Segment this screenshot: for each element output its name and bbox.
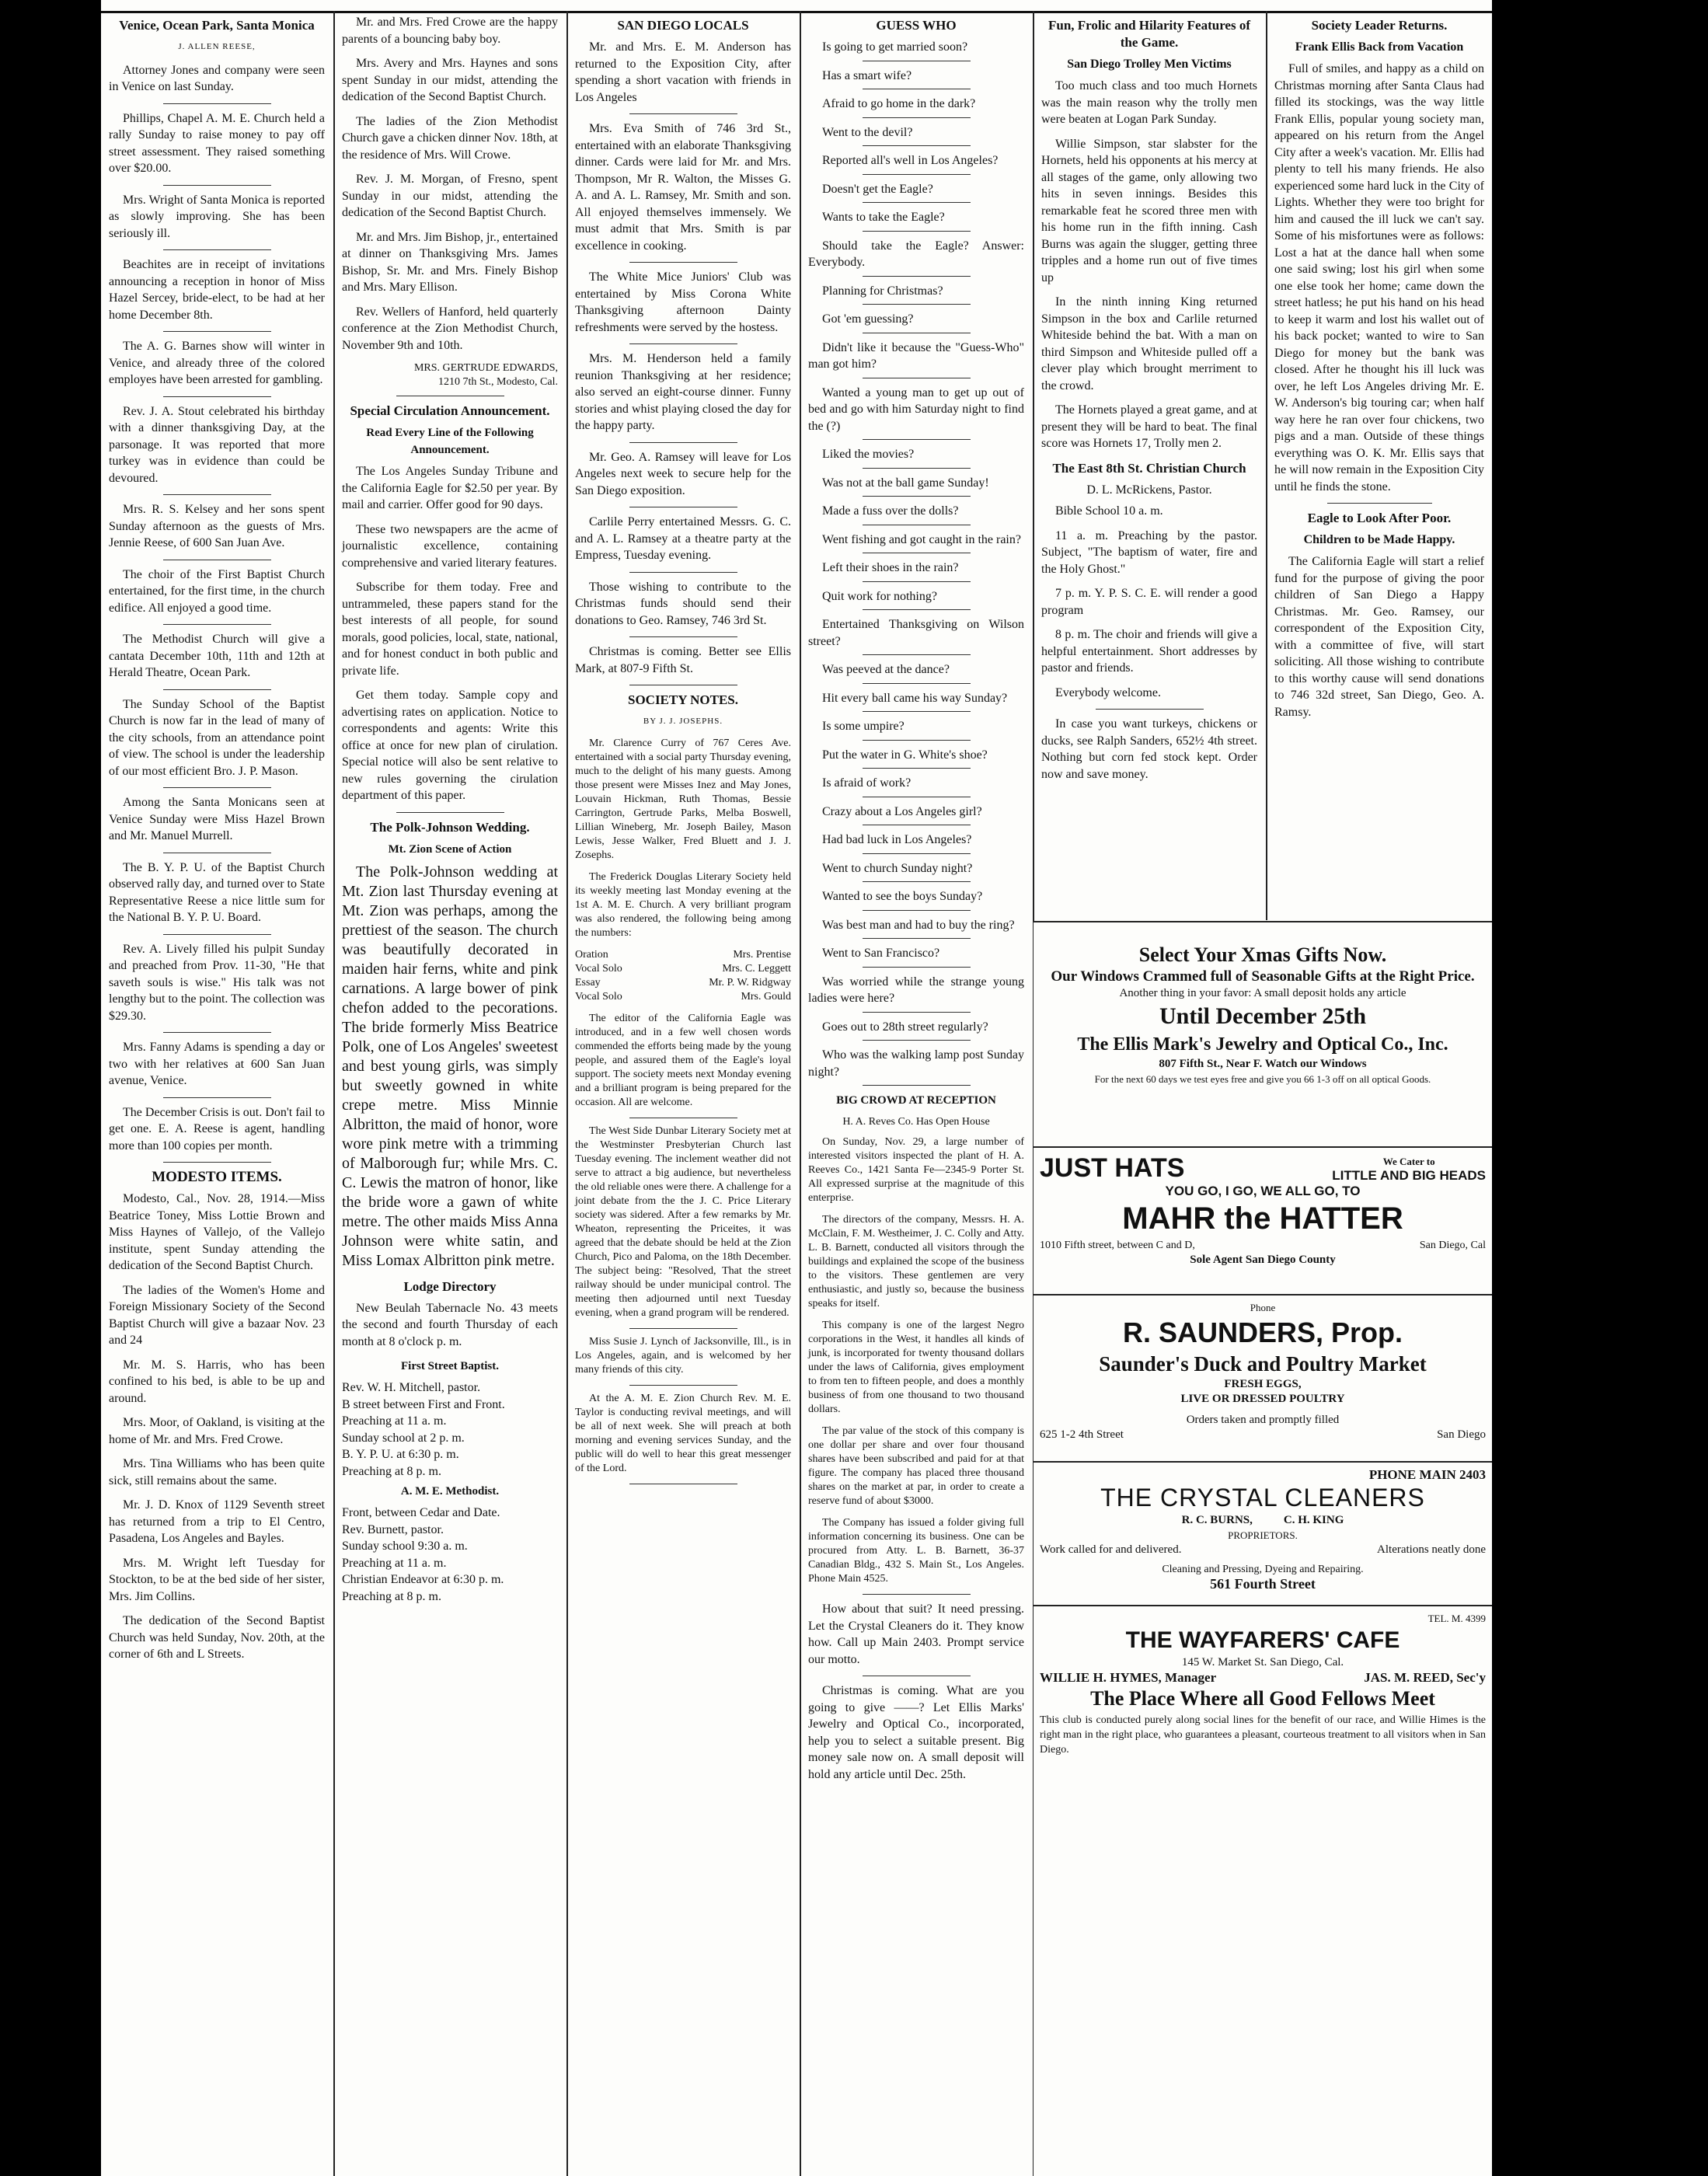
- saunders-city: San Diego: [1437, 1428, 1486, 1441]
- item-separator: [629, 442, 737, 443]
- reception-subheading: H. A. Reves Co. Has Open House: [842, 1116, 990, 1128]
- baseball-item: Too much class and too much Hornets was the main reason why the trolly men were beaten at Logan Park Sunday.: [1041, 79, 1257, 126]
- church1-lines: [342, 1379, 558, 1480]
- announcement-item: The Los Angeles Sunday Tribune and the California Eagle for $2.50 per year. By mail and carrier. Offer good for 90 days.: [342, 465, 558, 511]
- society-heading: SOCIETY NOTES.: [627, 692, 739, 707]
- ellis-ad-deposit: Another thing in your favor: A small deposit holds any article: [1119, 987, 1406, 999]
- crystal-services: Cleaning and Pressing, Dyeing and Repairing.: [1162, 1564, 1364, 1575]
- reception-items: [808, 1135, 1024, 1586]
- crystal-address: 561 Fourth Street: [1210, 1576, 1316, 1592]
- special-circulation-items: [342, 463, 558, 804]
- church-line: Bible School 10 a. m.: [1055, 504, 1163, 518]
- item-separator: [863, 768, 971, 769]
- local-item: Mrs. Eva Smith of 746 3rd St., entertained with an elaborate Thanksgiving dinner. Cards were laid for Mr. and Mrs. Thompson, Mr R. Walton, the Misses G. A. and A. L. Ramsey, Mr. Smith and son. All enjoyed themselves immensely. We must admit that Mrs. Smith is par excellence in cooking.: [575, 122, 791, 253]
- local-item: Those wishing to contribute to the Christmas funds should send their donations to Geo. Ramsey, 746 3rd St.: [575, 580, 791, 627]
- program-item: Vocal Solo: [575, 962, 622, 975]
- guess-who-question: Is some umpire?: [822, 720, 905, 733]
- ellis-ad-headline: Select Your Xmas Gifts Now.: [1138, 943, 1387, 966]
- guess-who-question: Put the water in G. White's shoe?: [822, 748, 988, 762]
- crystal-alterations: Alterations neatly done: [1377, 1543, 1486, 1556]
- item-separator: [863, 117, 971, 118]
- item-separator: [863, 581, 971, 582]
- hatter-city: San Diego, Cal: [1419, 1240, 1486, 1251]
- local-item: The White Mice Juniors' Club was entertained by Miss Corona White Thanksgiving afternoon Dainty refreshments were served by the hostess.: [575, 270, 791, 334]
- modesto-item: Mr. and Mrs. Jim Bishop, jr., entertained at dinner on Thanksgiving Mrs. James Bishop, Sr. Mr. and Mrs. Finely Bishop and Mrs. Mary Ellison.: [342, 230, 558, 294]
- news-item: Rev. A. Lively filled his pulpit Sunday and preached from Prov. 11-30, "He that saveth souls is wise." His talk was not lengthy but to the point. The collection was $29.30.: [109, 942, 325, 1023]
- hatter-we-all-go: YOU GO, I GO, WE ALL GO, TO: [1165, 1184, 1361, 1198]
- guess-who-question: Hit every ball came his way Sunday?: [822, 691, 1008, 705]
- baseball-heading: Fun, Frolic and Hilarity Features of the Game.: [1047, 18, 1251, 50]
- item-separator: [629, 1385, 737, 1386]
- society-items: [575, 737, 791, 940]
- news-item: Attorney Jones and company were seen in Venice on last Sunday.: [109, 63, 325, 93]
- news-item: The A. G. Barnes show will winter in Venice, and already three of the colored employes have been arrested for gambling.: [109, 340, 325, 386]
- society-item: The editor of the California Eagle was introduced, and in a few well chosen words commended the efforts being made by the young people, and assured them of the Eagle's loyal support. The society meets next Monday evening and a brilliant program is being prepared for the occasion. All are welcome.: [575, 1012, 791, 1108]
- program-item: Vocal Solo: [575, 990, 622, 1003]
- item-separator: [629, 113, 737, 114]
- wayfarers-secretary: JAS. M. REED, Sec'y: [1364, 1670, 1486, 1685]
- hatter-ad: [1034, 1146, 1492, 1294]
- wayfarers-manager: WILLIE H. HYMES, Manager: [1040, 1670, 1217, 1685]
- news-item: The B. Y. P. U. of the Baptist Church observed rally day, and turned over to State Representative Reese a nice little sum for the National B. Y. P. U. Board.: [109, 860, 325, 924]
- saunders-orders: Orders taken and promptly filled: [1186, 1414, 1340, 1426]
- crystal-phone: PHONE MAIN 2403: [1368, 1467, 1486, 1482]
- church2-heading: A. M. E. Methodist.: [400, 1485, 500, 1498]
- san-diego-items: [575, 39, 791, 685]
- guess-who-question: Was best man and had to buy the ring?: [822, 918, 1015, 932]
- hatter-just-hats: JUST HATS: [1040, 1153, 1185, 1183]
- wedding-text: The Polk-Johnson wedding at Mt. Zion last Thursday evening at Mt. Zion was perhaps, among the prettiest of the season. The church was beautifully decorated in maiden hair ferns, white and pink carnations. A large bower of pink chefon added to the pecorations. The bride formerly Miss Beatrice Polk, one of Los Angeles' sweetest and best young girls, was simply but sweetly gowned in white crepe metre. Miss Minnie Albritton, the maid of honor, wore wore pink metre with a trimming of Malborough fur; while Mrs. C. C. Lewis the matron of honor, like the bride wore a gawn of white metre. The other maids Miss Anna Johnson were white satin, and Miss Lomax Albritton pink metre.: [342, 863, 559, 1269]
- ellis-ad-eyes: For the next 60 days we test eyes free and give you 66 1-3 off on all optical Goods.: [1094, 1073, 1431, 1085]
- item-separator: [163, 1032, 271, 1033]
- wedding-heading: The Polk-Johnson Wedding.: [370, 819, 530, 835]
- item-separator: [863, 1012, 971, 1013]
- program-performer: Mrs. C. Leggett: [722, 962, 791, 975]
- guess-who-question: Didn't like it because the "Guess-Who" man got him?: [808, 340, 1024, 371]
- turkey-text: In case you want turkeys, chickens or ducks, see Ralph Sanders, 652½ 4th street. Nothing but corn fed stock kept. Order now and save money.: [1041, 717, 1257, 781]
- society-item: Miss Susie J. Lynch of Jacksonville, Ill., is in Los Angeles, again, and is welcomed by her many friends of this city.: [575, 1335, 791, 1376]
- guess-who-question: Made a fuss over the dolls?: [822, 504, 959, 518]
- society-leader-text: Full of smiles, and happy as a child on Christmas morning after Santa Claus had filled its stockings, was the way little Frank Ellis, popular young society man, appeared on his return from the Angel City after a week's vacation. Mr. Ellis had plenty to tell his many friends. He also experienced some hard luck in the City of Lights. Whether they were too bright for him and caused the ill luck we can't say. Some of his misfortunes were as follows: Lost a hat at the dance hall when some one said swing; lost his girl when some one else took her home; came down the street hatless; he put his hand on his head to keep it warm and lost his wallet out of his back pocket; wanted to wire to San Diego for money but the bank was closed. After he thought his ill luck was over, he left Los Angeles driving Mr. E. W. Anderson's big touring car; when half way here he ran over four chickens, two pigs and a man. Outside of these things everything was O. K. Mr. Ellis says that he will now remain in the Exposition City until he finds the stone.: [1274, 62, 1484, 493]
- society-item: The Frederick Douglas Literary Society held its weekly meeting last Monday evening at the 1st A. M. E. Church. A very brilliant program was also rendered, the following being among the numbers:: [575, 870, 791, 939]
- crystal-ad: [1034, 1461, 1492, 1605]
- local-item: Mrs. M. Henderson held a family reunion Thanksgiving at her residence; also served an eight-course dinner. Funny stories and whist playing closed the day for the happy party.: [575, 352, 791, 432]
- society-leader-heading: Society Leader Returns.: [1311, 18, 1448, 33]
- newspaper-page: [101, 0, 1492, 2176]
- baseball-subheading: San Diego Trolley Men Victims: [1067, 58, 1232, 71]
- church-line: 11 a. m. Preaching by the pastor. Subject, "The baptism of water, fire and the Holy Ghost.": [1041, 528, 1257, 576]
- program-list: [575, 948, 791, 1004]
- item-separator: [163, 934, 271, 935]
- news-item: The choir of the First Baptist Church entertained, for the first time, in the church edifice. All enjoyed a good time.: [109, 567, 325, 615]
- guess-who-question: Quit work for nothing?: [822, 589, 937, 603]
- item-separator: [863, 468, 971, 469]
- society-items-2: [575, 1012, 791, 1484]
- crystal-called-for: Work called for and delivered.: [1040, 1543, 1182, 1556]
- item-separator: [863, 231, 971, 232]
- wedding-subheading: Mt. Zion Scene of Action: [388, 842, 512, 856]
- hatter-cater: We Cater to: [1382, 1156, 1435, 1167]
- guess-who-question: Should take the Eagle? Answer: Everybody.: [808, 239, 1024, 269]
- baseball-item: Willie Simpson, star slabster for the Hornets, held his opponents at his mercy at all stages of the game, only allowing two hits in seven innings. Besides this remarkable feat he scored three men with his home run in the fifth inning. Cash Burns was again the slugger, getting three tripples and a home run out of five times up: [1041, 137, 1257, 284]
- church-line: B street between First and Front.: [342, 1397, 505, 1411]
- modesto-item: Rev. J. M. Morgan, of Fresno, spent Sunday in our midst, attending the dedication of the Second Baptist Church.: [342, 173, 558, 219]
- item-separator: [629, 572, 737, 573]
- modesto-items-cont: [342, 14, 558, 354]
- program-row: [575, 990, 791, 1004]
- top-rule: [101, 11, 1492, 13]
- item-separator: [163, 494, 271, 495]
- guess-who-question: Is afraid of work?: [822, 776, 912, 790]
- ellis-ad-company: The Ellis Mark's Jewelry and Optical Co., Inc.: [1077, 1034, 1448, 1055]
- special-circulation-subheading: Read Every Line of the Following Announcement.: [366, 427, 534, 456]
- local-item: Mr. and Mrs. E. M. Anderson has returned to the Exposition City, after spending a short vacation with friends in Los Angeles: [575, 40, 791, 104]
- lodge-heading: Lodge Directory: [403, 1278, 497, 1294]
- guess-who-question: Wanted to see the boys Sunday?: [822, 890, 983, 903]
- program-performer: Mrs. Prentise: [733, 948, 791, 961]
- guess-who-question: Wanted a young man to get up out of bed and go with him Saturday night to find the (?): [808, 385, 1024, 433]
- program-item: Essay: [575, 976, 601, 989]
- local-item: Christmas is coming. Better see Ellis Mark, at 807-9 Fifth St.: [575, 645, 791, 675]
- guess-who-question: Was not at the ball game Sunday!: [822, 476, 989, 490]
- modesto-item: Mrs. Avery and Mrs. Haynes and sons spent Sunday in our midst, attending the dedication of the Second Baptist Church.: [342, 57, 558, 103]
- news-item: Beachites are in receipt of invitations announcing a reception in honor of Miss Hazel Sercey, bride-elect, to be had at her home December 8th.: [109, 258, 325, 322]
- venice-items: [109, 62, 325, 1163]
- item-separator: [863, 202, 971, 203]
- hatter-heads: LITTLE AND BIG HEADS: [1332, 1168, 1486, 1183]
- guess-who-question: Left their shoes in the rain?: [822, 561, 959, 574]
- item-separator: [863, 174, 971, 175]
- church-line: Front, between Cedar and Date.: [342, 1506, 500, 1519]
- eagle-poor-subheading: Children to be Made Happy.: [1303, 533, 1455, 546]
- church-line: Preaching at 11 a. m.: [342, 1556, 447, 1570]
- announcement-item: Subscribe for them today. Free and untrammeled, these papers stand for the best interests of all people, for sound morals, good policies, local, state, national, and for honest conduct in both public and private life.: [342, 581, 558, 678]
- modesto-item: The ladies of the Zion Methodist Church gave a chicken dinner Nov. 18th, at the residence of Mrs. Will Crowe.: [342, 114, 558, 162]
- saunders-eggs: FRESH EGGS,: [1224, 1378, 1302, 1390]
- church2-lines: [342, 1505, 558, 1605]
- baseball-item: In the ninth inning King returned Simpson in the box and Carlile returned Whiteside behind the bat. With a man on third Simpson and Whiteside pulled off a clever play which brought merriment to the crowd.: [1041, 295, 1257, 392]
- reception-item: The Company has issued a folder giving full information concerning its business. One can be procured from Atty. L. B. Barnett, 36-37 Canadian Bldg., 432 S. Main St., Los Angeles. Phone Main 4525.: [808, 1517, 1024, 1585]
- church-line: Sunday school 9:30 a. m.: [342, 1540, 468, 1553]
- local-item: Carlile Perry entertained Messrs. G. C. and A. L. Ramsey at a theatre party at the Empress, Tuesday evening.: [575, 515, 791, 562]
- ellis-ad-subheadline: Our Windows Crammed full of Seasonable Gifts at the Right Price.: [1051, 968, 1475, 985]
- program-row: [575, 976, 791, 990]
- announcement-item: Get them today. Sample copy and advertising rates on application. Notice to correspondents and agents: Write this office at once for new plan of cirulation. Special notice will also be sent relative to new rules governing the cirulation department of this paper.: [342, 689, 558, 802]
- guess-who-question: Was peeved at the dance?: [822, 663, 950, 676]
- guess-who-question: Went to the devil?: [822, 125, 913, 139]
- item-separator: [863, 853, 971, 854]
- hatter-agent: Sole Agent San Diego County: [1190, 1254, 1336, 1266]
- item-separator: [163, 624, 271, 625]
- wayfarers-ad: [1034, 1605, 1492, 1784]
- eagle-poor-text: The California Eagle will start a relief fund for the purpose of giving the poor children of San Diego a Happy Christmas. Mr. Geo. Ramsey, our correspondent of the Exposition City, with a committee of five, will start soliciting. All those wishing to contribute to this worthy cause will send donations to 746 32d street, San Diego, Geo. A. Ramsy.: [1274, 555, 1484, 719]
- church-line: Rev. W. H. Mitchell, pastor.: [342, 1381, 481, 1394]
- modesto-item: Mrs. Tina Williams who has been quite sick, still remains about the same.: [109, 1457, 325, 1487]
- item-separator: [629, 1328, 737, 1329]
- reception-item: This company is one of the largest Negro corporations in the West, it handles all kinds of junk, is incorporated for twenty thousand dollars under the laws of California, gives employment to from ten to fifteen people, and does a monthly business of from one thousand to two thousand dollars.: [808, 1320, 1024, 1415]
- program-performer: Mrs. Gould: [741, 990, 791, 1003]
- venice-heading: Venice, Ocean Park, Santa Monica: [119, 18, 315, 33]
- reception-item: The directors of the company, Messrs. H. A. McClain, F. M. Westheimer, J. C. Colly and Atty. L. B. Barnett, conducted all visitors through the buildings and explained the scope of the business to the visitors. These gentlemen are very enthusiastic, and justly so, because the business speaks for itself.: [808, 1214, 1024, 1309]
- reception-item: On Sunday, Nov. 29, a large number of interested visitors inspected the plant of H. A. Reeves Co., 1421 Santa Fe—2345-9 Porter St. All expressed surprise at the magnitude of this enterprise.: [808, 1136, 1024, 1204]
- church-line: Preaching at 8 p. m.: [342, 1589, 441, 1603]
- item-separator: [863, 304, 971, 305]
- correspondent-name: MRS. GERTRUDE EDWARDS,: [413, 362, 558, 374]
- guess-who-question: Went to church Sunday night?: [822, 861, 973, 875]
- item-separator: [163, 103, 271, 104]
- guess-who-question: Has a smart wife?: [822, 68, 912, 82]
- column-modesto-cont: [334, 14, 566, 2176]
- guess-who-question: Entertained Thanksgiving on Wilson street?: [808, 618, 1024, 648]
- column-venice: [101, 14, 333, 2176]
- item-separator: [629, 636, 737, 637]
- guess-who-question: Was worried while the strange young ladies were here?: [808, 975, 1024, 1005]
- saunders-phone: Phone: [1250, 1302, 1276, 1313]
- guess-who-question: Wants to take the Eagle?: [822, 211, 945, 224]
- guess-who-question: Went to San Francisco?: [822, 947, 940, 960]
- hatter-address: 1010 Fifth street, between C and D,: [1040, 1240, 1195, 1251]
- baseball-item: The Hornets played a great game, and at present they will be hard to beat. The final score was Hornets 17, Trolly men 2.: [1041, 403, 1257, 450]
- modesto-item: Modesto, Cal., Nov. 28, 1914.—Miss Beatrice Toney, Miss Lottie Brown and Miss Haynes of Vallejo, of the Vallejo institute, spent Sunday attending the dedication of the Second Baptist Church.: [109, 1192, 325, 1272]
- society-item: Mr. Clarence Curry of 767 Ceres Ave. entertained with a social party Thursday evening, much to the delight of his many guests. Among those present were Misses Inez and May Jones, Louvain Hickman, Ruth Thomas, Bessie Carrington, Gertrude Parks, Melba Boswell, Lillian Wineberg, Mr. Joseph Bailey, Mason Lewis, Jesse Walker, Fred Bluett and J. J. Zosephs.: [575, 737, 791, 861]
- item-separator: [863, 683, 971, 684]
- modesto-item: The ladies of the Women's Home and Foreign Missionary Society of the Second Baptist Church will give a bazaar Nov. 23 and 24: [109, 1283, 325, 1347]
- modesto-heading: MODESTO ITEMS.: [152, 1169, 282, 1185]
- guess-who-question: Got 'em guessing?: [822, 312, 914, 326]
- news-item: Mrs. Fanny Adams is spending a day or two with her relatives at 600 San Juan avenue, Venice.: [109, 1041, 325, 1087]
- wayfarers-tel: TEL. M. 4399: [1427, 1613, 1486, 1624]
- item-separator: [163, 689, 271, 690]
- modesto-item: Mr. and Mrs. Fred Crowe are the happy parents of a bouncing baby boy.: [342, 16, 558, 46]
- saunders-address: 625 1-2 4th Street: [1040, 1428, 1124, 1441]
- guess-who-question: Crazy about a Los Angeles girl?: [822, 804, 982, 818]
- item-separator: [629, 262, 737, 263]
- modesto-item: Mr. M. S. Harris, who has been confined to his bed, is able to be up and around.: [109, 1358, 325, 1405]
- item-separator: [863, 740, 971, 741]
- modesto-item: Mrs. M. Wright left Tuesday for Stockton, to be at the bed side of her sister, Mrs. Jim Collins.: [109, 1556, 325, 1603]
- wayfarers-text: This club is conducted purely along social lines for the benefit of our race, and Willie Himes is the right man in the right place, who guarantees a pleasant, courteous treatment to all visitors when in San Diego.: [1040, 1714, 1486, 1756]
- wayfarers-address: 145 W. Market St. San Diego, Cal.: [1181, 1656, 1344, 1669]
- modesto-items: [109, 1191, 325, 1663]
- program-item: Oration: [575, 948, 608, 961]
- society-leader-subheading: Frank Ellis Back from Vacation: [1295, 40, 1464, 54]
- church-lines: [1041, 503, 1257, 701]
- modesto-item: Rev. Wellers of Hanford, held quarterly conference at the Zion Methodist Church, November 9th and 10th.: [342, 305, 558, 352]
- church-line: Preaching at 8 p. m.: [342, 1464, 441, 1478]
- item-separator: [863, 881, 971, 882]
- eagle-poor-heading: Eagle to Look After Poor.: [1307, 511, 1452, 525]
- church-line: Preaching at 11 a. m.: [342, 1414, 447, 1428]
- crystal-prop1: R. C. BURNS,: [1181, 1514, 1253, 1526]
- ads-block: [1034, 921, 1492, 2176]
- saunders-ad: [1034, 1294, 1492, 1461]
- item-separator: [163, 1162, 271, 1163]
- ellis-ad-address: 807 Fifth St., Near F. Watch our Windows: [1159, 1058, 1367, 1070]
- news-item: Mrs. Wright of Santa Monica is reported as slowly improving. She has been seriously ill.: [109, 193, 325, 240]
- guess-who-question: Is going to get married soon?: [822, 40, 968, 54]
- crystal-prop2: C. H. KING: [1283, 1514, 1344, 1526]
- church-line: 8 p. m. The choir and friends will give a helpful entertainment. Short addresses by pastor and friends.: [1041, 628, 1257, 675]
- saunders-name: R. SAUNDERS, Prop.: [1122, 1316, 1403, 1348]
- society-byline: BY J. J. JOSEPHS.: [643, 717, 723, 726]
- item-separator: [163, 249, 271, 250]
- xmas-text: Christmas is coming. What are you going to give ——? Let Ellis Marks' Jewelry and Optical Co., incorporated, help you to select a suitable present. Big money sale now on. A small deposit will hold any article until Dec. 25th.: [808, 1684, 1024, 1781]
- baseball-items: [1041, 78, 1257, 452]
- item-separator: [629, 343, 737, 344]
- church-heading: The East 8th St. Christian Church: [1052, 460, 1246, 476]
- item-separator: [163, 1097, 271, 1098]
- item-separator: [863, 910, 971, 911]
- modesto-item: The dedication of the Second Baptist Church was held Sunday, Nov. 20th, at the corner of 6th and L Streets.: [109, 1614, 325, 1661]
- announcement-item: These two newspapers are the acme of journalistic excellence, containing comprehensive and varied literary features.: [342, 522, 558, 570]
- reception-item: The par value of the stock of this company is one dollar per share and over four thousand shares have been subscribed and paid for at that figure. The company has placed three thousand shares on the market at par, in order to create a reserve fund of about $3000.: [808, 1425, 1024, 1507]
- item-separator: [863, 654, 971, 655]
- saunders-poultry: LIVE OR DRESSED POULTRY: [1180, 1393, 1345, 1405]
- correspondent-address: 1210 7th St., Modesto, Cal.: [437, 376, 558, 388]
- church-line: B. Y. P. U. at 6:30 p. m.: [342, 1448, 459, 1461]
- item-separator: [863, 496, 971, 497]
- program-row: [575, 948, 791, 962]
- guess-who-question: Afraid to go home in the dark?: [822, 97, 976, 110]
- item-separator: [163, 331, 271, 332]
- special-circulation-heading: Special Circulation Announcement.: [350, 403, 550, 418]
- guess-who-question: Went fishing and got caught in the rain?: [822, 532, 1021, 546]
- item-separator: [863, 1085, 971, 1086]
- church-line: Sunday school at 2 p. m.: [342, 1431, 465, 1445]
- church1-heading: First Street Baptist.: [401, 1360, 499, 1372]
- guess-who-question: Had bad luck in Los Angeles?: [822, 833, 972, 846]
- item-separator: [863, 711, 971, 712]
- ellis-ad-date: Until December 25th: [1159, 1003, 1367, 1029]
- item-separator: [163, 396, 271, 397]
- ellis-ad: [1034, 921, 1492, 1146]
- item-separator: [163, 787, 271, 788]
- church-line: 7 p. m. Y. P. S. C. E. will render a good program: [1041, 587, 1257, 617]
- wayfarers-name: THE WAYFARERS' CAFE: [1125, 1627, 1400, 1653]
- society-item: The West Side Dunbar Literary Society met at the Westminster Presbyterian Church last Tuesday evening. The inclement weather did not serve to attract a big audience, but nevertheless the old reliable ones were there. A challenge for a joint debate from the the J. C. Price Literary society was sidered. After a few remarks by Mr. Wheaton, representing the Priceites, it was agreed that the debate should be held at the Zion Church, Pico and Paloma, on the 18th December. The subject being: "Resolved, That the street railway should be under municipal control. The meeting then adjourned until next Tuesday evening, when a grand program will be rendered.: [575, 1125, 791, 1319]
- guess-who-question: Doesn't get the Eagle?: [822, 182, 933, 196]
- hatter-name: MAHR the HATTER: [1122, 1201, 1403, 1236]
- news-item: The December Crisis is out. Don't fail to get one. E. A. Reese is agent, handling more than 100 copies per month.: [109, 1105, 325, 1153]
- item-separator: [163, 185, 271, 186]
- church-pastor: D. L. McRickens, Pastor.: [1086, 483, 1212, 497]
- saunders-market: Saunder's Duck and Poultry Market: [1099, 1352, 1427, 1376]
- lodge-text: New Beulah Tabernacle No. 43 meets the second and fourth Thursday of each month at 8 o'clock p. m.: [342, 1301, 558, 1348]
- news-item: Phillips, Chapel A. M. E. Church held a rally Sunday to raise money to pay off street assessment. They raised something over $20.00.: [109, 111, 325, 175]
- item-separator: [863, 609, 971, 610]
- news-item: Rev. J. A. Stout celebrated his birthday with a dinner thanksgiving Day, at the parsonage. It was reported that more turkey was in evidence than could be devoured.: [109, 404, 325, 485]
- column-guess-who: [800, 14, 1032, 2176]
- modesto-item: Mrs. Moor, of Oakland, is visiting at the home of Mr. and Mrs. Fred Crowe.: [109, 1416, 325, 1446]
- church-line: Christian Endeavor at 6:30 p. m.: [342, 1573, 504, 1586]
- church-line: Rev. Burnett, pastor.: [342, 1522, 444, 1536]
- crystal-proprietors: PROPRIETORS.: [1228, 1529, 1298, 1541]
- item-separator: [863, 145, 971, 146]
- society-item: At the A. M. E. Zion Church Rev. M. E. Taylor is conducting revival meetings, and will be all of next week. She will preach at both morning and evening services Sunday, and the public will do well to hear this great messenger of the Lord.: [575, 1392, 791, 1474]
- news-item: The Sunday School of the Baptist Church is now far in the lead of many of the city schools, from an attendance point of view. The school is under the leadership of our most efficient Bro. J. P. Mason.: [109, 697, 325, 778]
- news-item: The Methodist Church will give a cantata December 10th, 11th and 12th at Herald Theatre, Ocean Park.: [109, 633, 325, 679]
- news-item: Among the Santa Monicans seen at Venice Sunday were Miss Hazel Brown and Mr. Manuel Murrell.: [109, 796, 325, 842]
- guess-who-question: Planning for Christmas?: [822, 284, 943, 298]
- news-item: Mrs. R. S. Kelsey and her sons spent Sunday afternoon as the guests of Mrs. Jennie Reese, of 600 San Juan Ave.: [109, 503, 325, 549]
- church-line: Everybody welcome.: [1055, 685, 1161, 699]
- crystal-name: THE CRYSTAL CLEANERS: [1100, 1484, 1425, 1512]
- guess-who-question: Who was the walking lamp post Sunday night?: [808, 1048, 1024, 1079]
- item-separator: [863, 439, 971, 440]
- guess-who-questions: [808, 39, 1024, 1086]
- guess-who-heading: GUESS WHO: [876, 18, 957, 33]
- reception-heading: BIG CROWD AT RECEPTION: [836, 1094, 996, 1107]
- venice-byline: J. ALLEN REESE,: [178, 42, 256, 51]
- guess-who-question: Reported all's well in Los Angeles?: [822, 154, 999, 167]
- wayfarers-slogan: The Place Where all Good Fellows Meet: [1090, 1687, 1435, 1710]
- guess-who-question: Goes out to 28th street regularly?: [822, 1020, 988, 1034]
- item-separator: [863, 938, 971, 939]
- local-item: Mr. Geo. A. Ramsey will leave for Los Angeles next week to secure help for the San Diego exposition.: [575, 450, 791, 497]
- column-san-diego: [567, 14, 799, 2176]
- item-separator: [863, 1040, 971, 1041]
- item-separator: [863, 967, 971, 968]
- crystal-suit-text: How about that suit? It need pressing. Let the Crystal Cleaners do it. They know how. Call up Main 2403. Prompt service our motto.: [808, 1602, 1024, 1666]
- san-diego-heading: SAN DIEGO LOCALS: [617, 18, 749, 33]
- guess-who-question: Liked the movies?: [822, 448, 915, 461]
- item-separator: [863, 276, 971, 277]
- program-row: [575, 962, 791, 976]
- modesto-item: Mr. J. D. Knox of 1129 Seventh street has returned from a trip to El Centro, Pasadena, Los Angeles and Bayles.: [109, 1498, 325, 1545]
- program-performer: Mr. P. W. Ridgway: [709, 976, 791, 989]
